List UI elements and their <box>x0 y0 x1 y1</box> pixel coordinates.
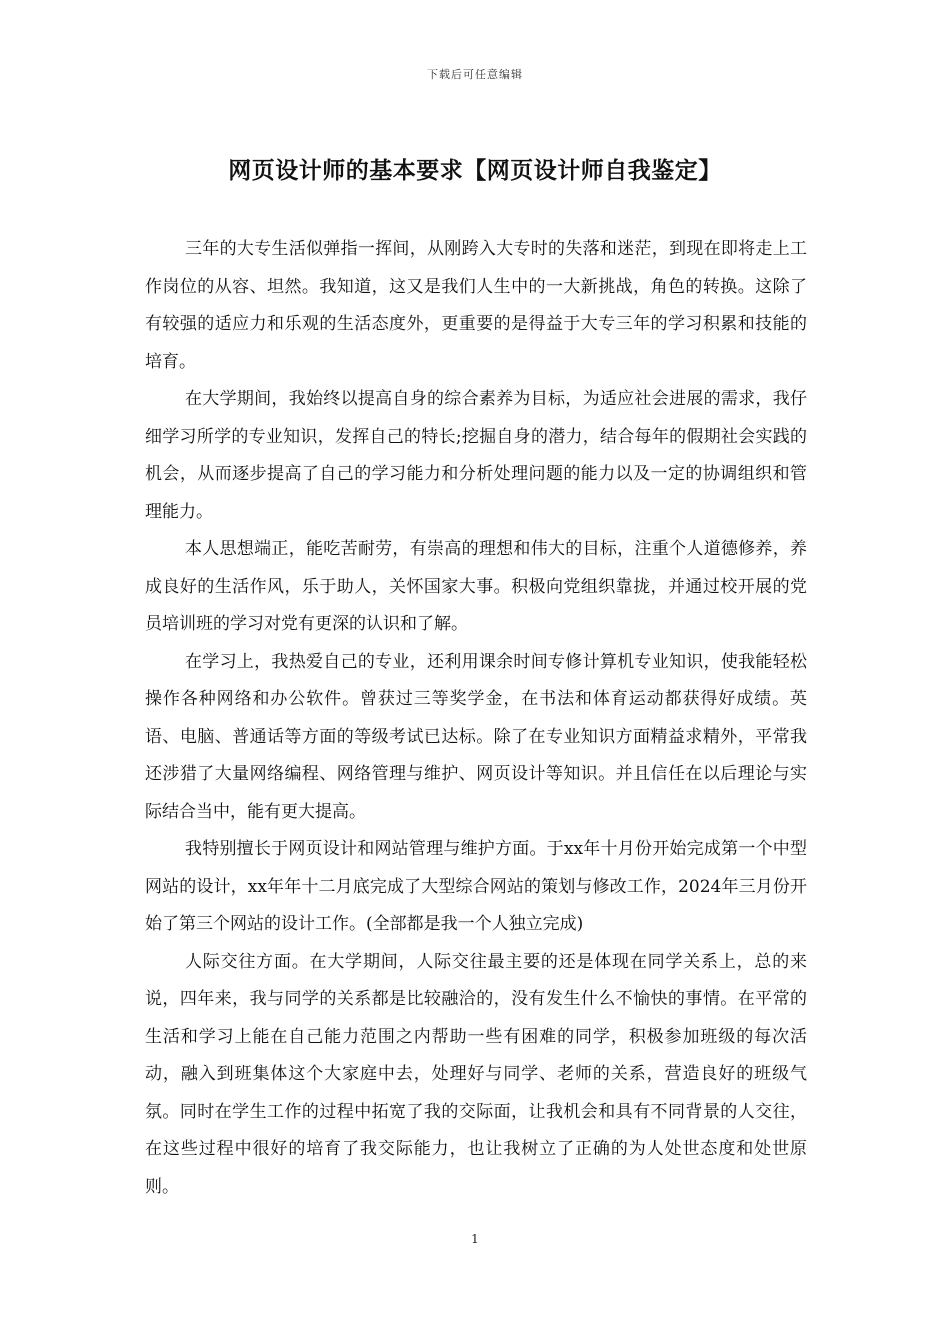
paragraph-interpersonal: 人际交往方面。在大学期间，人际交往最主要的还是体现在同学关系上，总的来说，四年来，我与同学的关系都是比较融洽的，没有发生什么不愉快的事情。在平常的生活和学习上能在自己能力范围之内帮助一些有困难的同学，积极参加班级的每次活动，融入到班集体这个大家庭中去，处理好与同学、老师的关系，营造良好的班级气氛。同时在学生工作的过程中拓宽了我的交际面，让我机会和具有不同背景的人交往，在这些过程中很好的培育了我交际能力，也让我树立了正确的为人处世态度和处世原则。 <box>145 951 807 1197</box>
paragraph-character: 本人思想端正，能吃苦耐劳，有崇高的理想和伟大的目标，注重个人道德修养，养成良好的生活作风，乐于助人，关怀国家大事。积极向党组织靠拢，并通过校开展的党员培训班的学习对党有更深的认识和了解。 <box>145 539 807 634</box>
paragraph-web-design: 我特别擅长于网页设计和网站管理与维护方面。于xx年十月份开始完成第一个中型网站的设计，xx年年十二月底完成了大型综合网站的策划与修改工作，2024年三月份开始了第三个网站的设计工作。(全部都是我一个人独立完成) <box>145 839 807 934</box>
page-number: 1 <box>471 1232 479 1246</box>
page-header-note: 下载后可任意编辑 <box>427 68 523 81</box>
document-body <box>145 231 807 1206</box>
paragraph-university: 在大学期间，我始终以提高自身的综合素养为目标，为适应社会进展的需求，我仔细学习所学的专业知识，发挥自己的特长;挖掘自身的潜力，结合每年的假期社会实践的机会，从而逐步提高了自己的学习能力和分析处理问题的能力以及一定的协调组织和管理能力。 <box>145 389 807 522</box>
document-title: 网页设计师的基本要求【网页设计师自我鉴定】 <box>228 157 722 184</box>
paragraph-study: 在学习上，我热爱自己的专业，还利用课余时间专修计算机专业知识，使我能轻松操作各种网络和办公软件。曾获过三等奖学金，在书法和体育运动都获得好成绩。英语、电脑、普通话等方面的等级考试已达标。除了在专业知识方面精益求精外，平常我还涉猎了大量网络编程、网络管理与维护、网页设计等知识。并且信任在以后理论与实际结合当中，能有更大提高。 <box>145 651 807 822</box>
paragraph-intro: 三年的大专生活似弹指一挥间，从刚跨入大专时的失落和迷茫，到现在即将走上工作岗位的从容、坦然。我知道，这又是我们人生中的一大新挑战，角色的转换。这除了有较强的适应力和乐观的生活态度外，更重要的是得益于大专三年的学习积累和技能的培育。 <box>145 239 807 372</box>
